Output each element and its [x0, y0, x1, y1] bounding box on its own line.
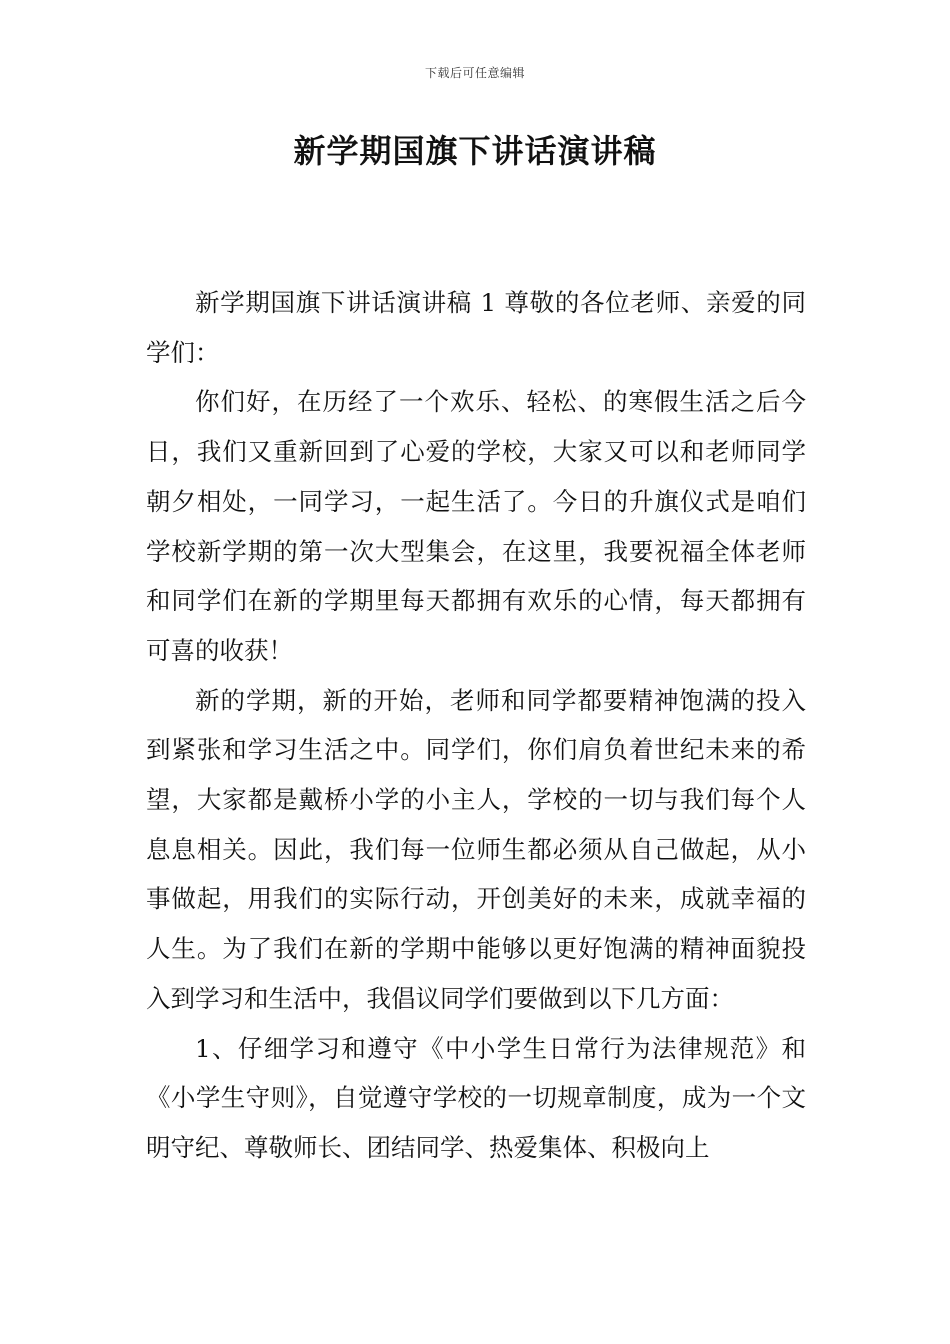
paragraph-new-semester: 新的学期，新的开始，老师和同学都要精神饱满的投入到紧张和学习生活之中。同学们，你们肩负着世纪未来的希望，大家都是戴桥小学的小主人，学校的一切与我们每个人息息相关。因此，我们每一位师生都必须从自己做起，从小事做起，用我们的实际行动，开创美好的未来，成就幸福的人生。为了我们在新的学期中能够以更好饱满的精神面貌投入到学习和生活中，我倡议同学们要做到以下几方面： — [146, 685, 806, 1013]
document-body — [146, 278, 806, 1173]
paragraph-greeting: 新学期国旗下讲话演讲稿 1 尊敬的各位老师、亲爱的同学们： — [146, 288, 806, 367]
paragraph-welcome: 你们好，在历经了一个欢乐、轻松、的寒假生活之后今日，我们又重新回到了心爱的学校，大家又可以和老师同学朝夕相处，一同学习，一起生活了。今日的升旗仪式是咱们学校新学期的第一次大型集会，在这里，我要祝福全体老师和同学们在新的学期里每天都拥有欢乐的心情，每天都拥有可喜的收获！ — [146, 387, 806, 665]
header-note: 下载后可任意编辑 — [424, 66, 525, 80]
document-title: 新学期国旗下讲话演讲稿 — [293, 132, 657, 170]
paragraph-item-1: 1、仔细学习和遵守《中小学生日常行为法律规范》和《小学生守则》，自觉遵守学校的一切规章制度，成为一个文明守纪、尊敬师长、团结同学、热爱集体、积极向上 — [146, 1033, 806, 1162]
